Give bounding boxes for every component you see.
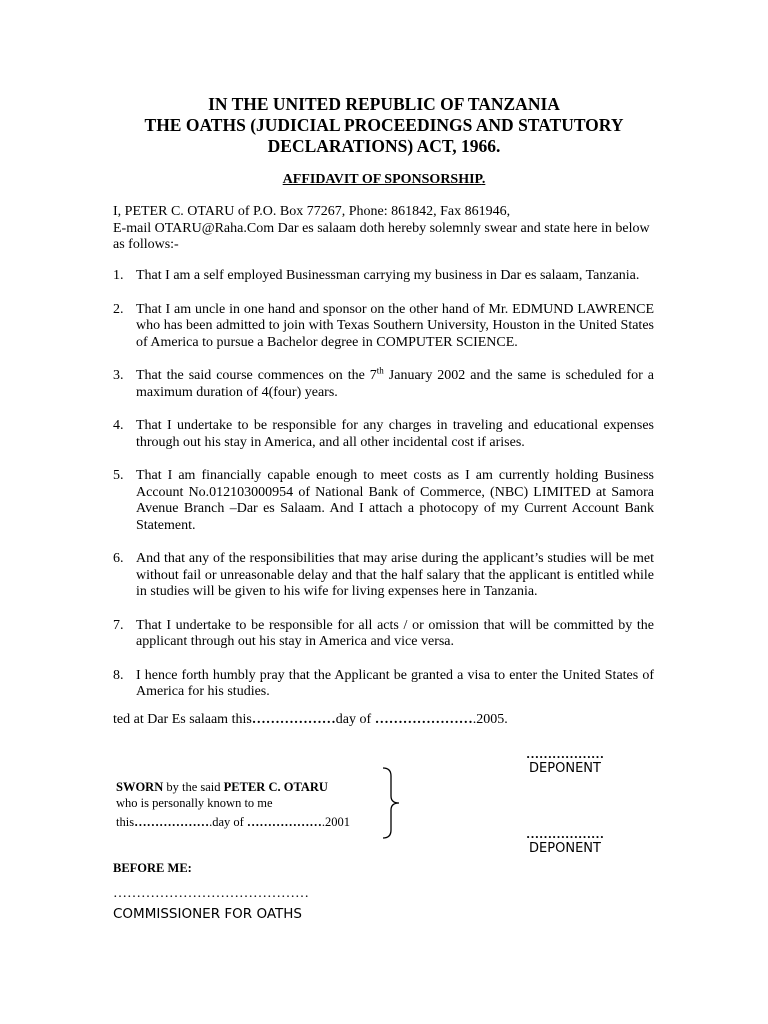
- document-title: [0, 171, 768, 189]
- clause-text: That I am a self employed Businessman carrying my business in Dar es salaam, Tanzania.: [136, 268, 640, 283]
- header-line-2: THE OATHS (JUDICIAL PROCEEDINGS AND STATUTORY: [144, 115, 624, 135]
- clause-2: [113, 302, 654, 352]
- clause-number: 5.: [113, 468, 124, 483]
- sworn-label: SWORN: [116, 780, 164, 794]
- dated-suffix: .2005.: [472, 712, 508, 727]
- clause-1: [113, 268, 654, 285]
- clause-8: [113, 668, 654, 701]
- clause-number: 3.: [113, 368, 124, 383]
- ordinal-suffix: th: [376, 365, 384, 376]
- clause-5: [113, 468, 654, 534]
- clause-3: [113, 365, 654, 401]
- clause-number: 6.: [113, 551, 124, 566]
- sworn-by: by the said: [163, 780, 224, 794]
- signature-line: ………………: [526, 826, 604, 841]
- clause-text: And that any of the responsibilities that may arise during the applicant’s studies will be met without fail or unreasonable delay and that the half salary that the applicant is entitled while in studies will be given to his wife for living expenses here in Tanzania.: [136, 551, 654, 599]
- clause-text-start: That the said course commences on the 7: [136, 368, 377, 383]
- clause-text: That I am uncle in one hand and sponsor on the other hand of Mr. EDMUND LAWRENCE who has been admitted to join with Texas Southern University, Houston in the United States of America to pursue a Bachelor degree in COMPUTER SCIENCE.: [136, 301, 654, 350]
- clause-text: That I am financially capable enough to meet costs as I am currently holding Business Account No.012103000954 of National Bank of Commerce, (NBC) LIMITED at Samora Avenue Branch –Dar es Salaam. And I attach a photocopy of my Current Account Bank Statement.: [136, 468, 654, 533]
- deponent-signature-2: [515, 826, 615, 857]
- signature-line: ………………: [526, 746, 604, 761]
- clause-text: That I undertake to be responsible for any charges in traveling and educational expenses through out his stay in America, and all other incidental cost if arises.: [136, 418, 654, 450]
- jurat-mid: .day of: [209, 815, 247, 829]
- blank-month: …………………: [374, 712, 473, 727]
- jurat-line-3: [116, 814, 386, 830]
- clause-number: 8.: [113, 667, 124, 683]
- document-title-trail: .: [481, 172, 486, 187]
- header-line-1: IN THE UNITED REPUBLIC OF TANZANIA: [208, 94, 560, 114]
- before-me-label: BEFORE ME:: [113, 861, 192, 875]
- affidavit-clauses: [113, 268, 654, 701]
- jurat-line-2: who is personally known to me: [116, 796, 273, 810]
- document-header: [0, 94, 768, 157]
- deponent-label: DEPONENT: [529, 761, 601, 776]
- document-title-text: AFFIDAVIT OF SPONSORSHIP: [282, 172, 482, 187]
- clause-number: 2.: [113, 301, 124, 317]
- commissioner-label: COMMISSIONER FOR OATHS: [113, 906, 302, 922]
- header-line-3: DECLARATIONS) ACT, 1966.: [267, 136, 501, 156]
- intro-line-2: E-mail OTARU@Raha.Com Dar es salaam doth hereby solemnly swear and state here in below: [113, 220, 650, 236]
- clause-text: That I undertake to be responsible for all acts / or omission that will be committed by the applicant through out his stay in America and vice versa.: [136, 617, 654, 649]
- dated-mid: day of: [335, 712, 375, 727]
- jurat-blank-month: ………………: [246, 815, 322, 829]
- clause-4: [113, 418, 654, 451]
- intro-line-1: I, PETER C. OTARU of P.O. Box 77267, Phone: 861842, Fax 861946,: [113, 204, 511, 219]
- intro-line-3: as follows:-: [113, 237, 179, 252]
- clause-7: [113, 618, 654, 651]
- dated-prefix: ted at Dar Es salaam this: [113, 712, 252, 727]
- clause-text: I hence forth humbly pray that the Applicant be granted a visa to enter the United States of America for his studies.: [136, 667, 654, 699]
- clause-number: 7.: [113, 617, 124, 633]
- deponent-label: DEPONENT: [529, 841, 601, 856]
- clause-number: 4.: [113, 418, 124, 433]
- jurat-block: [116, 779, 386, 830]
- clause-6: [113, 551, 654, 601]
- jurat-this: this: [116, 815, 135, 829]
- clause-number: 1.: [113, 268, 124, 283]
- jurat-year: .2001: [321, 815, 351, 829]
- right-brace-icon: [380, 766, 402, 840]
- deponent-name: PETER C. OTARU: [223, 780, 328, 794]
- commissioner-signature-line: ……………………………………: [113, 886, 309, 901]
- deponent-signature-1: [515, 746, 615, 777]
- dated-line: [113, 711, 508, 729]
- jurat-line-1: [116, 779, 386, 795]
- blank-day: ………………: [251, 712, 336, 727]
- clause-text-end: January 2002 and the same is scheduled for a maximum duration of 4(four) years.: [136, 368, 654, 400]
- intro-paragraph: [113, 204, 653, 254]
- jurat-blank-day: ………………: [134, 815, 210, 829]
